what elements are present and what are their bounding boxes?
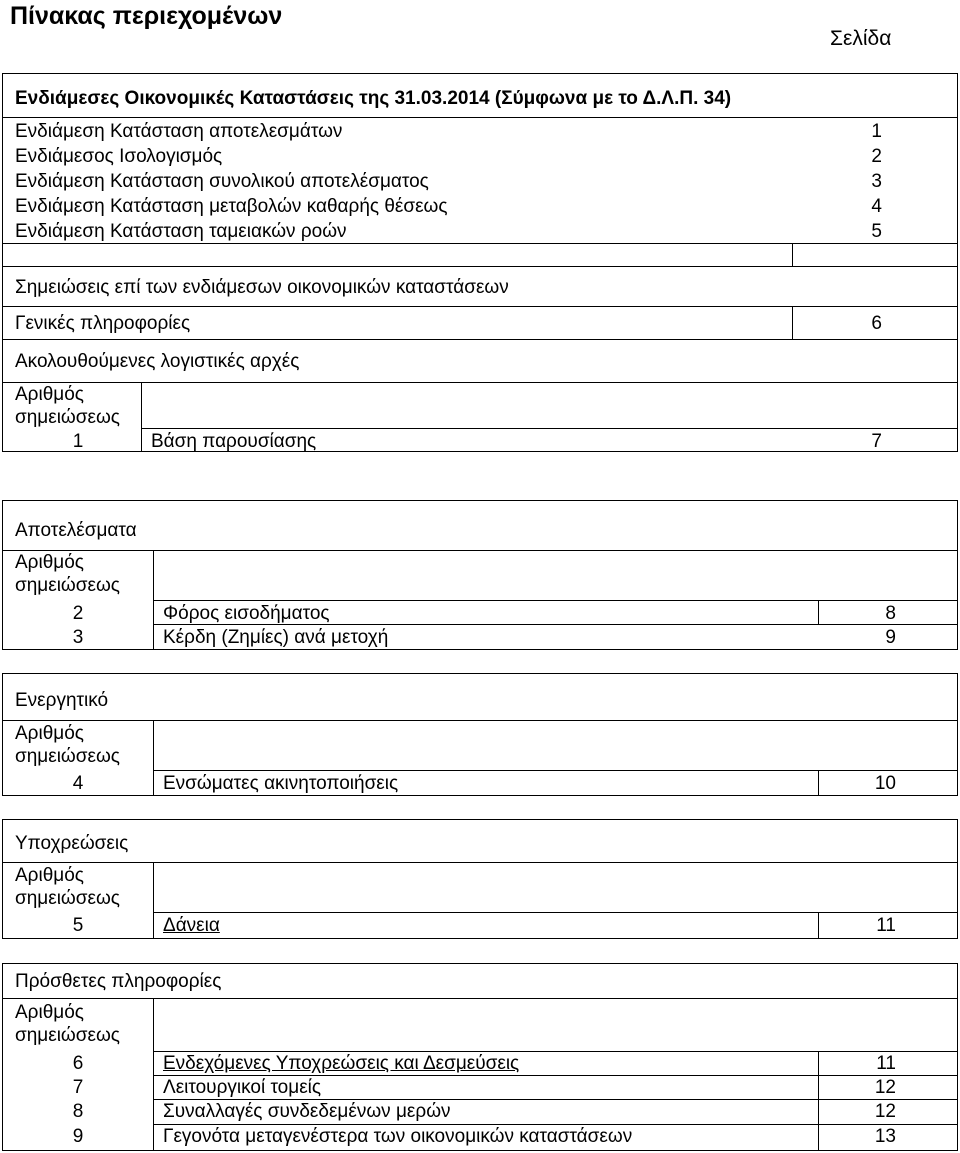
toc-entry-label: Κέρδη (Ζημίες) ανά μετοχή — [163, 627, 389, 648]
note-number-label: σημειώσεως — [15, 575, 120, 596]
note-number: 1 — [72, 431, 84, 452]
section-title: Ενεργητικό — [15, 690, 109, 711]
note-number-label: Αριθμός — [15, 552, 84, 573]
note-number: 7 — [72, 1077, 84, 1098]
note-number-label: Αριθμός — [15, 384, 84, 405]
toc-entry-page: 10 — [874, 773, 896, 794]
toc-entry-label: Ενδιάμεση Κατάσταση ταμειακών ροών — [15, 221, 347, 242]
toc-entry-label: Φόρος εισοδήματος — [163, 603, 330, 624]
toc-entry-label: Ενσώματες ακινητοποιήσεις — [163, 773, 399, 794]
toc-entry-page: 5 — [871, 221, 882, 242]
note-number: 9 — [72, 1126, 84, 1147]
toc-entry-page: 11 — [876, 915, 896, 936]
toc-entry-label: Βάση παρουσίασης — [151, 431, 317, 452]
toc-entry-page: 12 — [874, 1101, 896, 1122]
note-number-label: σημειώσεως — [15, 746, 120, 767]
section-title: Αποτελέσματα — [15, 520, 137, 541]
note-number-label: Αριθμός — [15, 723, 84, 744]
toc-entry-label: Δάνεια — [163, 915, 220, 936]
toc-entry-page: 9 — [885, 627, 896, 648]
section-title: Υποχρεώσεις — [15, 833, 129, 854]
notes-header: Σημειώσεις επί των ενδιάμεσων οικονομικών καταστάσεων — [15, 277, 509, 298]
toc-entry-label: Γενικές πληροφορίες — [15, 313, 191, 334]
toc-entry-page: 6 — [871, 313, 882, 334]
toc-entry-label: Γεγονότα μεταγενέστερα των οικονομικών καταστάσεων — [163, 1126, 633, 1147]
toc-entry-label: Λειτουργικοί τομείς — [163, 1077, 322, 1098]
toc-entry-page: 1 — [871, 121, 882, 142]
note-number-label: σημειώσεως — [15, 1025, 120, 1046]
page-title: Πίνακας περιεχομένων — [10, 2, 283, 30]
toc-entry-page: 13 — [874, 1126, 896, 1147]
toc-entry-label: Ενδιάμεση Κατάσταση μεταβολών καθαρής θέσεως — [15, 196, 448, 217]
note-number: 8 — [72, 1101, 84, 1122]
note-number-label: Αριθμός — [15, 865, 84, 886]
note-number: 5 — [72, 915, 84, 936]
note-number: 6 — [72, 1053, 84, 1074]
toc-entry-label: Ενδεχόμενες Υποχρεώσεις και Δεσμεύσεις — [163, 1053, 520, 1074]
section-title: Πρόσθετες πληροφορίες — [15, 971, 222, 992]
toc-entry-label: Ενδιάμεση Κατάσταση συνολικού αποτελέσματος — [15, 171, 429, 192]
toc-entry-label: Συναλλαγές συνδεδεμένων μερών — [163, 1101, 451, 1122]
toc-entry-page: 12 — [874, 1077, 896, 1098]
toc-entry-page: 11 — [876, 1053, 896, 1074]
toc-entry-page: 8 — [885, 603, 896, 624]
toc-entry-label: Ενδιάμεσος Ισολογισμός — [15, 146, 223, 167]
toc-entry-page: 3 — [871, 171, 882, 192]
note-number-label: σημειώσεως — [15, 888, 120, 909]
section-heading: Ακολουθούμενες λογιστικές αρχές — [15, 351, 300, 372]
note-number: 3 — [72, 627, 84, 648]
note-number: 2 — [72, 603, 84, 624]
toc-entry-page: 2 — [871, 146, 882, 167]
toc-entry-page: 4 — [871, 196, 882, 217]
toc-entry-page: 7 — [871, 431, 882, 452]
page-column-label: Σελίδα — [830, 27, 892, 50]
toc-entry-label: Ενδιάμεση Κατάσταση αποτελεσμάτων — [15, 121, 343, 142]
note-number-label: Αριθμός — [15, 1002, 84, 1023]
note-number: 4 — [72, 773, 84, 794]
note-number-label: σημειώσεως — [15, 407, 120, 428]
main-header: Ενδιάμεσες Οικονομικές Καταστάσεις της 31.03.2014 (Σύμφωνα με το Δ.Λ.Π. 34) — [15, 88, 732, 109]
